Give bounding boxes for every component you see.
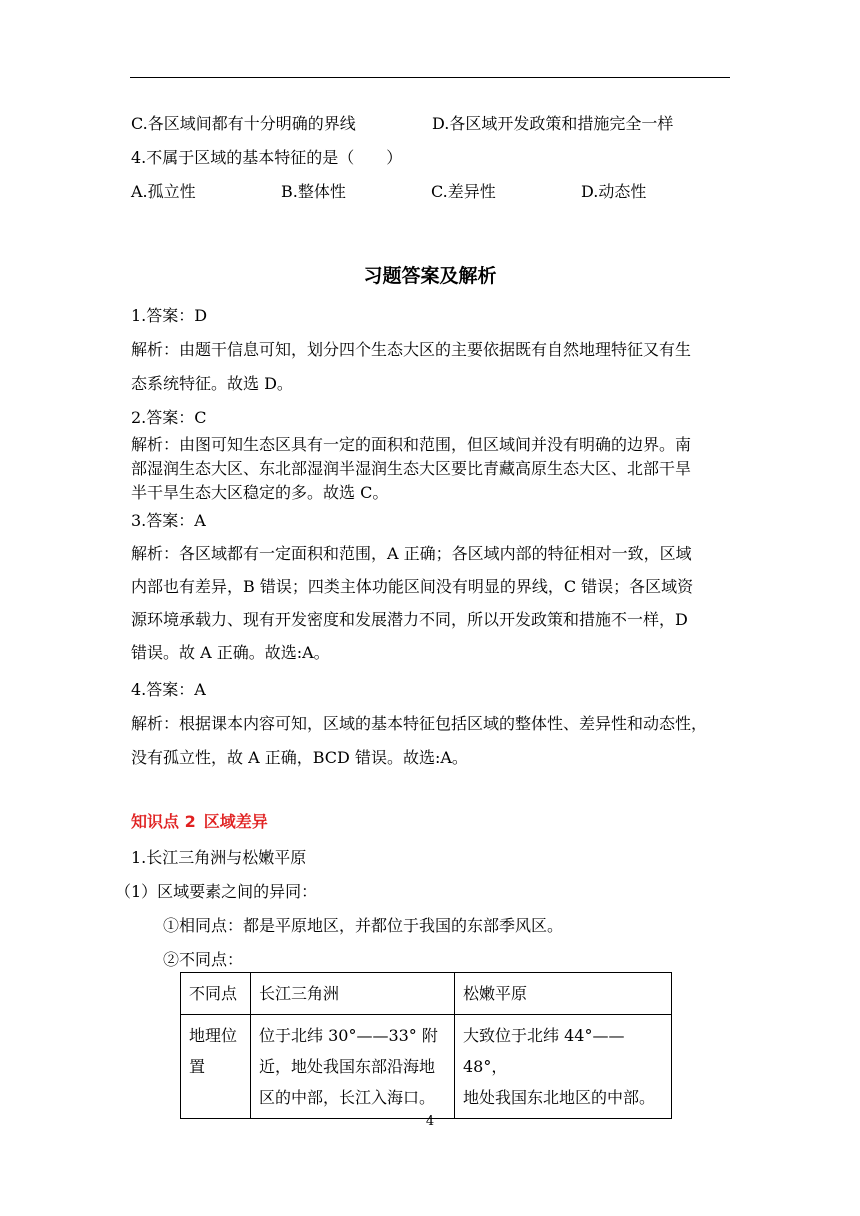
subheading-1: 1.长江三角洲与松嫩平原 bbox=[131, 848, 307, 867]
explanation-3-line-2: 内部也有差异，B 错误；四类主体功能区间没有明显的界线，C 错误；各区域资 bbox=[131, 577, 694, 596]
explanation-4-line-2: 没有孤立性，故 A 正确，BCD 错误。故选:A。 bbox=[131, 748, 468, 767]
knowledge-label: 知识点 2 bbox=[131, 812, 196, 831]
answer-4: 4.答案：A bbox=[131, 680, 206, 699]
cell-line: 位于北纬 30°——33° 附 bbox=[259, 1026, 438, 1045]
explanation-2-line-2: 部湿润生态大区、东北部湿润半湿润生态大区要比青藏高原生态大区、北部干旱 bbox=[131, 459, 692, 478]
cell-line: 地处我国东北地区的中部。 bbox=[463, 1088, 656, 1107]
q4-option-b: B.整体性 bbox=[281, 182, 346, 201]
table-row bbox=[181, 1015, 672, 1119]
explanation-2-line-3: 半干旱生态大区稳定的多。故选 C。 bbox=[131, 483, 389, 502]
explanation-4-line-1: 解析：根据课本内容可知，区域的基本特征包括区域的整体性、差异性和动态性， bbox=[131, 714, 708, 733]
explanation-3-line-4: 错误。故 A 正确。故选:A。 bbox=[131, 643, 330, 662]
header-rule bbox=[130, 77, 730, 78]
knowledge-title: 区域差异 bbox=[203, 812, 268, 831]
answer-2: 2.答案：C bbox=[131, 408, 207, 427]
knowledge-heading bbox=[131, 809, 268, 832]
explanation-3-line-1: 解析：各区域都有一定面积和范围，A 正确；各区域内部的特征相对一致，区域 bbox=[131, 544, 692, 563]
table-header-row bbox=[181, 973, 672, 1015]
similarity-text: ①相同点：都是平原地区，并都位于我国的东部季风区。 bbox=[163, 916, 564, 935]
row-label-cell bbox=[181, 1015, 251, 1119]
difference-label: ②不同点： bbox=[163, 950, 244, 969]
q3-option-c: C.各区域间都有十分明确的界线 bbox=[131, 114, 356, 133]
q4-option-c: C.差异性 bbox=[431, 182, 496, 201]
cell-line: 地理位 bbox=[189, 1026, 238, 1045]
table-header-cell: 不同点 bbox=[181, 973, 251, 1015]
page-number: 4 bbox=[425, 1114, 435, 1129]
comparison-table bbox=[180, 972, 672, 1119]
table-header-cell: 长江三角洲 bbox=[251, 973, 455, 1015]
explanation-1-line-2: 态系统特征。故选 D。 bbox=[131, 374, 293, 393]
q3-option-d: D.各区域开发政策和措施完全一样 bbox=[432, 114, 674, 133]
explanation-2-line-1: 解析：由图可知生态区具有一定的面积和范围，但区域间并没有明确的边界。南 bbox=[131, 435, 692, 454]
cell-line: 置 bbox=[189, 1057, 206, 1076]
subheading-1-1: （1）区域要素之间的异同： bbox=[115, 882, 318, 901]
yangtze-cell bbox=[251, 1015, 455, 1119]
table-header-cell: 松嫩平原 bbox=[455, 973, 672, 1015]
cell-line: 近，地处我国东部沿海地 bbox=[259, 1057, 436, 1076]
cell-line: 区的中部，长江入海口。 bbox=[259, 1088, 436, 1107]
explanation-3-line-3: 源环境承载力、现有开发密度和发展潜力不同，所以开发政策和措施不一样，D bbox=[131, 610, 688, 629]
answer-3: 3.答案：A bbox=[131, 511, 206, 530]
explanation-1-line-1: 解析：由题干信息可知，划分四个生态大区的主要依据既有自然地理特征又有生 bbox=[131, 340, 692, 359]
q4-option-d: D.动态性 bbox=[581, 182, 647, 201]
q4-stem: 4.不属于区域的基本特征的是（ ） bbox=[131, 148, 403, 167]
answer-1: 1.答案：D bbox=[131, 306, 208, 325]
answers-title: 习题答案及解析 bbox=[363, 265, 497, 287]
q4-option-a: A.孤立性 bbox=[131, 182, 196, 201]
songnen-cell bbox=[455, 1015, 672, 1119]
cell-line: 大致位于北纬 44°——48°， bbox=[463, 1026, 625, 1076]
